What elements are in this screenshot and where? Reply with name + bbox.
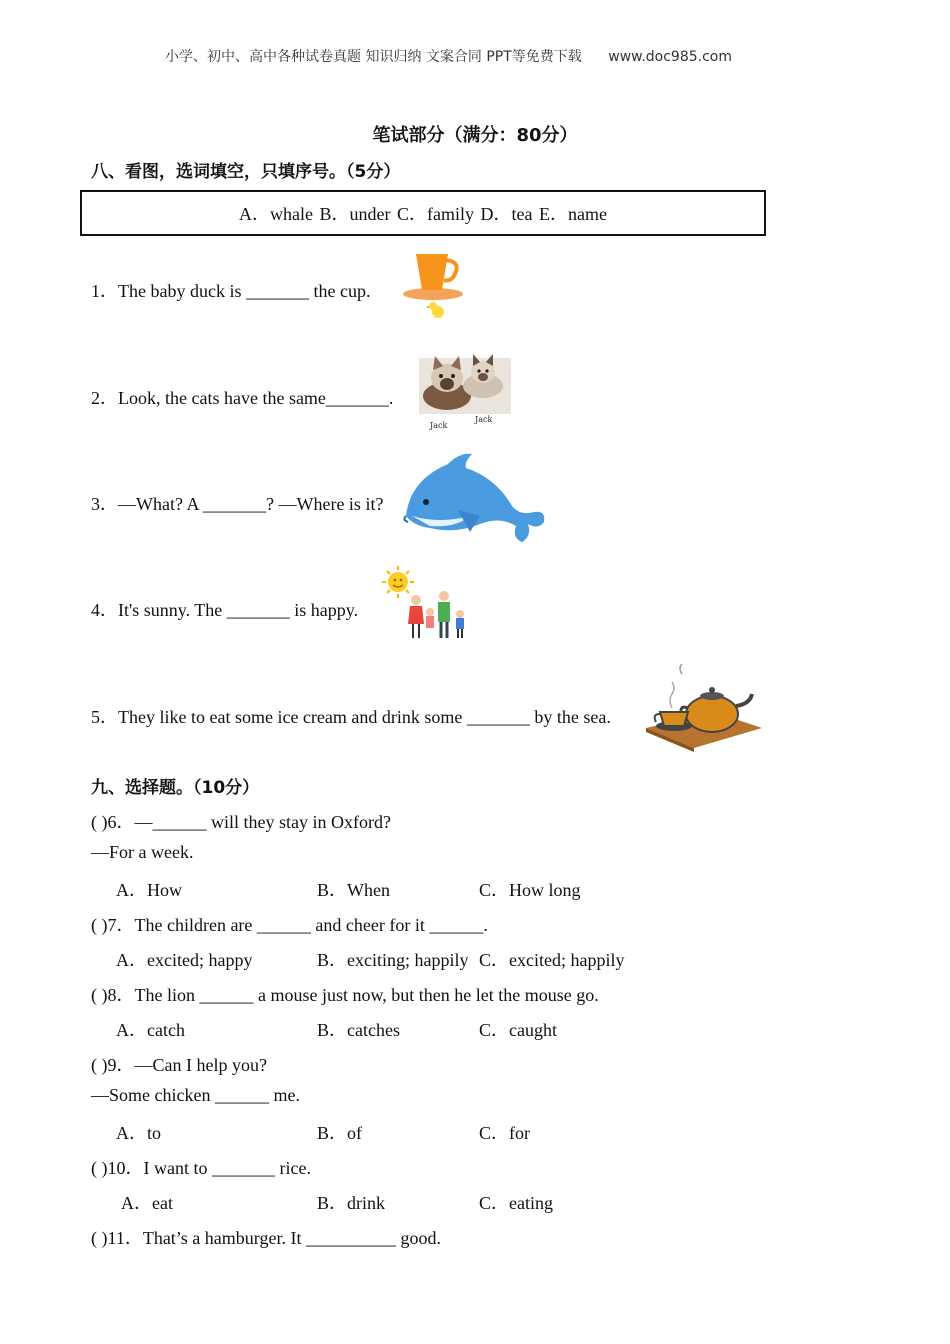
page-header [165,46,732,66]
question-9: ( )9．—Can I help you? [91,1055,267,1075]
q7-option-c[interactable]: C．excited; happily [479,950,625,970]
q9-option-b[interactable]: B．of [317,1123,362,1143]
question-5: 5．They like to eat some ice cream and drink some _______ by the sea. [91,707,611,727]
question-4: 4．It's sunny. The _______ is happy. [91,600,359,620]
header-text: 小学、初中、高中各种试卷真题 知识归纳 文案合同 PPT等免费下载 [165,49,582,65]
question-6: ( )6．—______ will they stay in Oxford? [91,812,391,832]
page-title: 笔试部分（满分：80分） [372,125,578,146]
q9-option-a[interactable]: A．to [116,1123,161,1143]
cat-label-1: Jack [430,421,448,430]
q8-option-b[interactable]: B．catches [317,1020,400,1040]
cats-image [417,352,513,432]
family-image [382,566,472,642]
q9-option-c[interactable]: C．for [479,1123,530,1143]
question-1: 1．The baby duck is _______ the cup. [91,281,371,301]
question-2: 2．Look, the cats have the same_______. [91,388,394,408]
header-url: www.doc985.com [608,49,732,65]
q8-option-c[interactable]: C．caught [479,1020,557,1040]
section-8-heading: 八、看图，选词填空，只填序号。（5分） [91,162,401,182]
word-box-text: A．whale B．under C．family D．tea E．name [239,204,607,224]
q10-option-b[interactable]: B．drink [317,1193,386,1213]
q6-option-a[interactable]: A．How [116,880,182,900]
cat-label-2: Jack [475,415,493,424]
question-10: ( )10．I want to _______ rice. [91,1158,311,1178]
q7-option-b[interactable]: B．exciting; happily [317,950,469,970]
tea-image [642,664,764,754]
question-7: ( )7．The children are ______ and cheer for it ______. [91,915,488,935]
q6-option-b[interactable]: B．When [317,880,390,900]
q10-option-a[interactable]: A．eat [121,1193,173,1213]
q7-option-a[interactable]: A．excited; happy [116,950,253,970]
q6-option-c[interactable]: C．How long [479,880,581,900]
question-9-extra: —Some chicken ______ me. [91,1085,300,1105]
dolphin-image [400,450,548,546]
word-box [80,190,766,236]
question-11: ( )11．That’s a hamburger. It __________ good. [91,1228,441,1248]
section-9-heading: 九、选择题。（10分） [91,778,260,798]
question-6-extra: —For a week. [91,842,194,862]
question-3: 3．—What? A _______? —Where is it? [91,494,384,514]
q10-option-c[interactable]: C．eating [479,1193,553,1213]
q8-option-a[interactable]: A．catch [116,1020,185,1040]
question-8: ( )8．The lion ______ a mouse just now, but then he let the mouse go. [91,985,599,1005]
cup-duck-image [400,250,466,328]
